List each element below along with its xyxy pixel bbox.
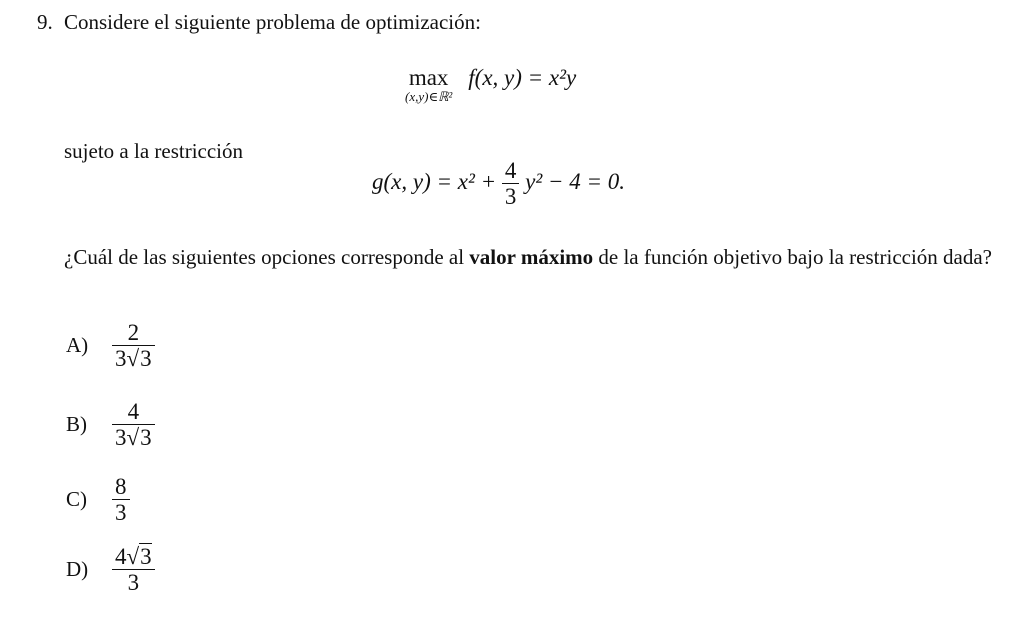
option-d-label: D): [66, 557, 89, 581]
option-a-radicand: 3: [140, 346, 152, 371]
option-d-den: 3: [127, 570, 140, 595]
option-a-sqrt: √3: [126, 346, 152, 371]
option-b-den: [112, 425, 155, 450]
objective-formula: [405, 66, 576, 104]
constraint-intro: sujeto a la restricción: [64, 139, 244, 163]
option-d-fraction: [112, 544, 155, 595]
ask-bold: valor máximo: [469, 245, 594, 269]
question-header: [37, 9, 481, 36]
question-prompt: Considere el siguiente problema de optimización:: [64, 10, 481, 34]
option-b-num: 4: [127, 399, 140, 424]
max-domain: (x,y)∈ℝ²: [405, 89, 453, 104]
option-b-label: B): [66, 412, 87, 436]
constraint-fraction: [502, 158, 520, 209]
option-d-num-coef: 4: [115, 544, 127, 569]
constraint-frac-num: 4: [504, 158, 517, 183]
option-d-sqrt: √3: [126, 544, 152, 569]
option-a-den-coef: 3: [115, 346, 127, 371]
option-c-label: C): [66, 487, 87, 511]
question-ask: [64, 244, 994, 271]
max-operator: [405, 66, 452, 104]
constraint-lhs: g(x, y) = x² +: [372, 168, 497, 194]
option-c-den: 3: [115, 500, 127, 525]
question-number: 9.: [37, 10, 53, 34]
option-b-radicand: 3: [140, 425, 152, 450]
option-b-den-coef: 3: [115, 425, 127, 450]
constraint-formula: [372, 158, 625, 209]
option-a-num: 2: [127, 320, 140, 345]
option-a-label: A): [66, 333, 89, 357]
option-c[interactable]: [66, 474, 130, 525]
objective-expression: f(x, y) = x²y: [468, 65, 577, 90]
option-b[interactable]: [66, 399, 155, 450]
ask-part1: ¿Cuál de las siguientes opciones corresponde al: [64, 245, 465, 269]
option-d[interactable]: [66, 544, 155, 595]
option-a-den: [112, 346, 155, 371]
option-c-fraction: [112, 474, 130, 525]
option-b-sqrt: √3: [126, 425, 152, 450]
constraint-frac-den: 3: [504, 184, 517, 209]
ask-part2: de la función objetivo bajo la restricción dada?: [598, 245, 993, 269]
option-a-fraction: [112, 320, 155, 371]
constraint-rhs: y² − 4 = 0.: [525, 168, 626, 194]
option-d-num: [112, 544, 155, 569]
option-b-fraction: [112, 399, 155, 450]
option-a[interactable]: [66, 320, 155, 371]
option-c-num: 8: [115, 474, 127, 499]
option-d-radicand: 3: [140, 544, 152, 569]
max-word: max: [408, 65, 449, 90]
